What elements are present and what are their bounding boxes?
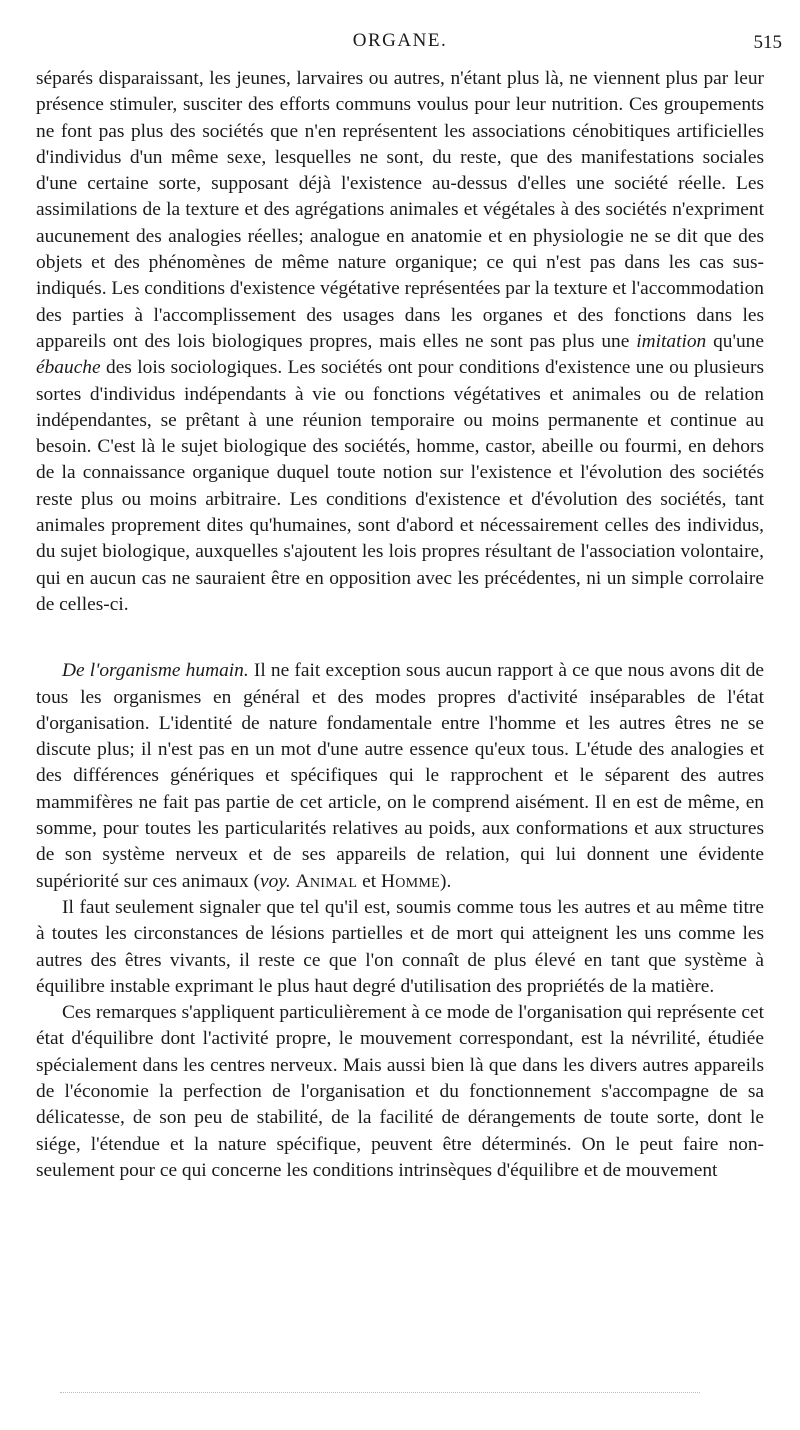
paragraph-nevrilite: Ces remarques s'appliquent particulièrement à ce mode de l'organisation qui représente cet état d'équilibre dont l'activité propre, le mouvement correspondant, est la névrilité, étudiée spécialement dans les centres nerveux. Mais aussi bien là que dans les divers autres appareils de l'économie la perfection de l'organisation et du fonctionnement s'accompagne de sa délicatesse, de son peu de stabilité, de la facilité de dérangements de toute sorte, dont le siége, l'étendue et la nature spécifique, peuvent être déterminés. On le peut faire non-seulement pour ce qui concerne les conditions intrinsèques d'équilibre et de mouvement bbox=[36, 1002, 764, 1181]
section-heading: De l'organisme humain. bbox=[62, 660, 249, 682]
emphasis-voy: voy. bbox=[260, 870, 291, 892]
paragraph-societes bbox=[36, 66, 764, 618]
paragraph-text: et bbox=[357, 870, 381, 892]
paragraph-text: Il ne fait exception sous aucun rapport à ce que nous avons dit de tous les organismes en général et des modes propres d'activité inséparables de l'état d'organisation. L'identité de nature fondamentale entre l'homme et les autres êtres ne se discute plus; il n'est pas en un mot d'une autre essence qu'eux tous. L'étude des analogies et des différences génériques et spécifiques qui le rapprochent et le séparent des autres mammifères ne fait pas partie de cet article, on le comprend aisément. Il en est de même, en somme, pour toutes les particularités relatives au poids, aux conformations et aux structures de son système nerveux et de ses appareils de relation, qui lui donnent une évidente supériorité sur ces animaux ( bbox=[36, 660, 764, 892]
paragraph-equilibre-instable: Il faut seulement signaler que tel qu'il est, soumis comme tous les autres et au même titre à toutes les circonstances de lésions partielles et de mort qui atteignent les uns comme les autres des êtres vivants, il reste ce que l'on connaît de plus élevé en tant que système à équilibre instable exprimant le plus haut degré d'utilisation des propriétés de la matière. bbox=[36, 896, 764, 997]
paragraph-text: des lois sociologiques. Les sociétés ont pour conditions d'existence une ou plusieurs sortes d'individus indépendants à vie ou fonctions végétatives et animales ou de relation indépendantes, se prêtant à une réunion temporaire ou moins permanente et continue au besoin. C'est là le sujet biologique des sociétés, homme, castor, abeille ou fourmi, en dehors de la connaissance organique duquel toute notion sur l'existence et l'évolution des sociétés reste plus ou moins arbitraire. Les conditions d'existence et d'évolution des sociétés, tant animales proprement dites qu'humaines, sont d'abord et nécessairement celles des individus, du sujet biologique, auxquelles s'ajoutent les lois propres résultant de l'association volontaire, qui en aucun cas ne sauraient être en opposition avec les précédentes, ni un simple corrolaire de celles-ci. bbox=[36, 357, 764, 615]
section-gap bbox=[36, 618, 764, 658]
running-header bbox=[0, 30, 800, 58]
running-title: ORGANE. bbox=[352, 30, 448, 51]
paragraph-text: qu'une bbox=[706, 330, 764, 352]
paragraph-text: séparés disparaissant, les jeunes, larvaires ou autres, n'étant plus là, ne viennent plus par leur présence stimuler, susciter des efforts communs voulus pour leur nutrition. Ces groupements ne font pas plus des sociétés que n'en représentent les associations cénobitiques artificielles d'individus d'un même sexe, lesquelles ne sont, du reste, que des manifestations sociales d'une certaine sorte, supposant déjà l'existence au-dessus d'elles une société réelle. Les assimilations de la texture et des agrégations animales et végétales à des sociétés n'expriment aucunement des analogies réelles; analogue en anatomie et en physiologie ne se dit que des objets et des phénomènes de même nature organique; ce qui n'est pas dans les cas sus-indiqués. Les conditions d'existence végétative représentées par la texture et l'accommodation des parties à l'accomplissement des usages dans les organes et des fonctions dans les appareils ont des lois biologiques propres, mais elles ne sont pas plus une bbox=[36, 68, 764, 352]
cross-reference-homme: Homme bbox=[380, 870, 440, 892]
cross-reference-animal: Animal bbox=[295, 870, 358, 892]
page-number: 515 bbox=[753, 32, 782, 53]
paragraph-text: ). bbox=[440, 870, 452, 892]
emphasis-imitation: imitation bbox=[636, 330, 707, 352]
paragraph-organisme-humain bbox=[36, 658, 764, 895]
page-body bbox=[36, 66, 764, 1184]
emphasis-ebauche: ébauche bbox=[36, 357, 101, 379]
bottom-bleed-marks bbox=[60, 1392, 700, 1393]
